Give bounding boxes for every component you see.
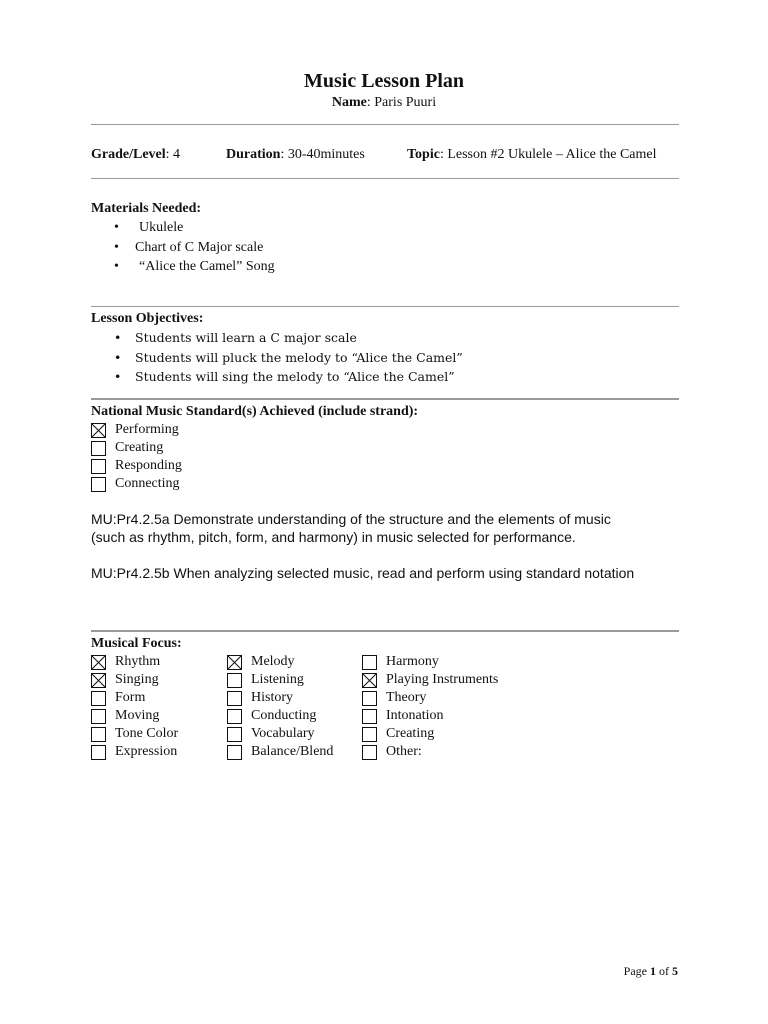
list-item	[91, 218, 679, 238]
checkbox-label: Moving	[115, 708, 160, 723]
grade-label: Grade/Level	[91, 147, 166, 162]
checkbox-label: Theory	[386, 690, 427, 705]
page-current: 1	[650, 964, 656, 978]
page-word: Page	[623, 964, 647, 978]
list-item-text: “Alice the Camel” Song	[139, 259, 275, 274]
divider	[91, 306, 679, 307]
empty-box-icon[interactable]	[227, 691, 242, 706]
empty-box-icon[interactable]	[91, 441, 106, 456]
duration-label: Duration	[226, 147, 281, 162]
empty-box-icon[interactable]	[362, 655, 377, 670]
empty-box-icon[interactable]	[91, 709, 106, 724]
checkbox-label: Creating	[386, 726, 435, 741]
divider	[91, 398, 679, 400]
empty-box-icon[interactable]	[362, 727, 377, 742]
checked-box-icon[interactable]	[362, 673, 377, 688]
empty-box-icon[interactable]	[362, 691, 377, 706]
focus-heading: Musical Focus:	[91, 636, 182, 651]
checkbox-label: Balance/Blend	[251, 744, 334, 759]
empty-box-icon[interactable]	[362, 709, 377, 724]
list-item	[91, 348, 679, 368]
checkbox-label: Listening	[251, 672, 304, 687]
list-item	[91, 257, 679, 277]
checked-box-icon[interactable]	[91, 423, 106, 438]
list-item-text: Ukulele	[139, 220, 184, 235]
list-item	[91, 367, 679, 387]
empty-box-icon[interactable]	[227, 745, 242, 760]
empty-box-icon[interactable]	[227, 727, 242, 742]
name-label: Name	[331, 95, 367, 110]
author-line	[0, 95, 768, 111]
checkbox-label: Harmony	[386, 654, 439, 669]
empty-box-icon[interactable]	[91, 727, 106, 742]
standard-a-line2: (such as rhythm, pitch, form, and harmony) in music selected for performance.	[91, 529, 576, 545]
empty-box-icon[interactable]	[91, 745, 106, 760]
empty-box-icon[interactable]	[91, 459, 106, 474]
checkbox-label: Performing	[115, 422, 179, 437]
list-item-text: Students will sing the melody to “Alice the Camel”	[135, 369, 455, 384]
checkbox-label: Tone Color	[115, 726, 179, 741]
materials-heading: Materials Needed:	[91, 201, 202, 216]
duration	[226, 147, 365, 163]
checkbox-label: Connecting	[115, 476, 180, 491]
checked-box-icon[interactable]	[91, 673, 106, 688]
page-total: 5	[672, 964, 678, 978]
empty-box-icon[interactable]	[227, 709, 242, 724]
topic	[407, 147, 657, 163]
checkbox-label: History	[251, 690, 293, 705]
list-item	[91, 328, 679, 348]
grade-value: : 4	[165, 147, 181, 162]
empty-box-icon[interactable]	[227, 673, 242, 688]
page-number	[624, 964, 678, 979]
divider	[91, 124, 679, 125]
divider	[91, 630, 679, 632]
checkbox-label: Expression	[115, 744, 178, 759]
empty-box-icon[interactable]	[91, 691, 106, 706]
standard-a-line1: MU:Pr4.2.5a Demonstrate understanding of the structure and the elements of music	[91, 511, 611, 527]
list-item-text: Students will pluck the melody to “Alice the Camel”	[135, 349, 463, 365]
checkbox-label: Singing	[115, 672, 159, 687]
checkbox-label: Playing Instruments	[386, 672, 499, 687]
of-word: of	[659, 964, 669, 978]
duration-value: : 30-40minutes	[280, 147, 365, 162]
checkbox-label: Melody	[251, 654, 295, 669]
materials-list	[91, 218, 679, 277]
objectives-heading: Lesson Objectives:	[91, 311, 204, 326]
standards-heading: National Music Standard(s) Achieved (include strand):	[91, 404, 419, 419]
grade-level	[91, 147, 180, 163]
standard-b-text: MU:Pr4.2.5b When analyzing selected music, read and perform using standard notation	[91, 565, 635, 581]
list-item-text: Students will learn a C major scale	[135, 330, 357, 345]
topic-label: Topic	[407, 147, 440, 162]
checkbox-label: Form	[115, 690, 146, 705]
checkbox-label: Conducting	[251, 708, 317, 723]
list-item	[91, 238, 679, 258]
checked-box-icon[interactable]	[227, 655, 242, 670]
checked-box-icon[interactable]	[91, 655, 106, 670]
checkbox-label: Rhythm	[115, 654, 161, 669]
checkbox-label: Vocabulary	[251, 726, 315, 741]
checkbox-label: Intonation	[386, 708, 444, 723]
standard-a-text	[91, 510, 611, 546]
objectives-list	[91, 328, 679, 387]
checkbox-label: Other:	[386, 744, 422, 759]
checkbox-label: Creating	[115, 440, 164, 455]
checkbox-label: Responding	[115, 458, 182, 473]
empty-box-icon[interactable]	[362, 745, 377, 760]
topic-value: : Lesson #2 Ukulele – Alice the Camel	[439, 147, 657, 162]
list-item-text: Chart of C Major scale	[135, 239, 264, 255]
empty-box-icon[interactable]	[91, 477, 106, 492]
name-value: : Paris Puuri	[366, 95, 437, 110]
divider	[91, 178, 679, 179]
page-title: Music Lesson Plan	[303, 70, 465, 92]
